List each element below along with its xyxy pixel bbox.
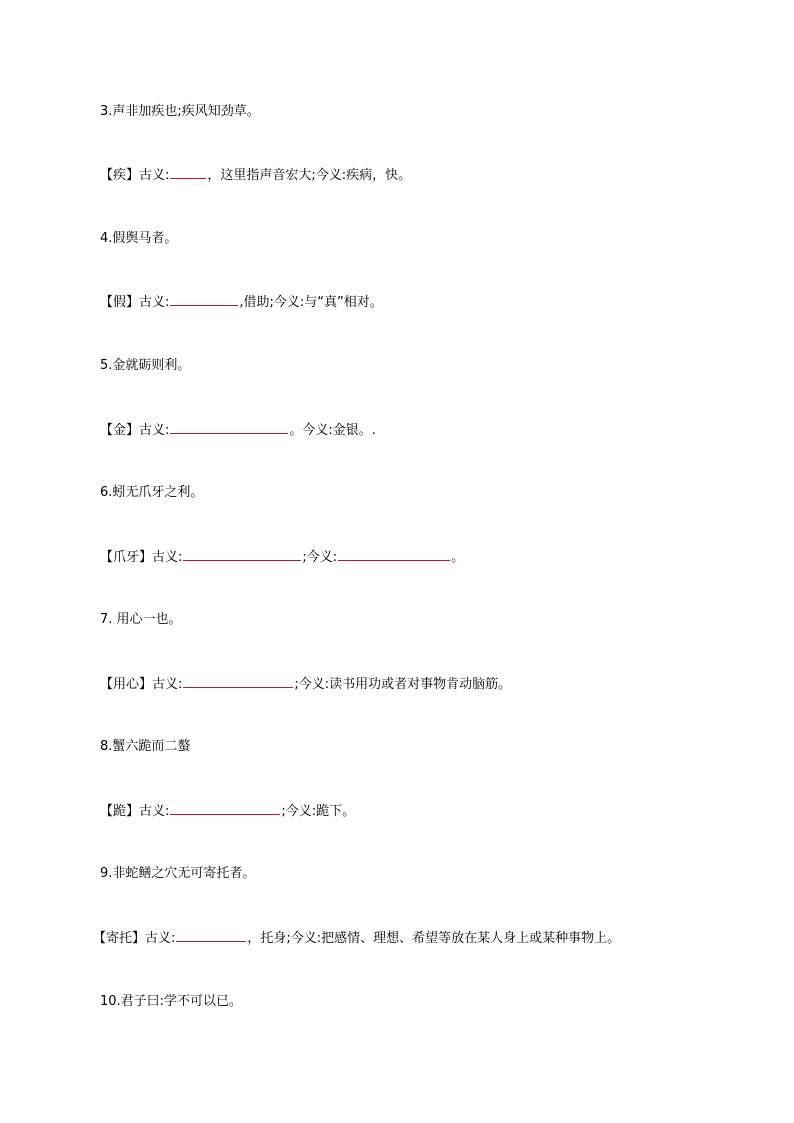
answer-8: 【跪】古义: ;今义:跪下。 (100, 804, 356, 819)
answer-3: 【疾】古义: ，这里指声音宏大;今义:疾病，快。 (100, 168, 412, 183)
question-5: 5.金就砺则利。 (100, 358, 191, 373)
answer-7: 【用心】古义: ;今义:读书用功或者对事物肯动脑筋。 (100, 677, 512, 692)
answer-blank[interactable] (183, 548, 301, 561)
question-6: 6.蚓无爪牙之利。 (100, 485, 204, 500)
answer-blank[interactable] (338, 548, 450, 561)
question-4: 4.假舆马者。 (100, 231, 178, 246)
answer-blank[interactable] (183, 675, 293, 688)
answer-blank[interactable] (170, 802, 280, 815)
question-8: 8.蟹六跪而二螯 (100, 739, 191, 754)
answer-blank[interactable] (170, 166, 206, 179)
answer-blank[interactable] (170, 421, 288, 434)
question-7: 7. 用心一也。 (100, 612, 182, 627)
answer-blank[interactable] (170, 293, 238, 306)
answer-6: 【爪牙】古义: ;今义: 。 (100, 550, 465, 565)
question-9: 9.非蛇鳝之穴无可寄托者。 (100, 866, 256, 881)
question-3: 3.声非加疾也;疾风知劲草。 (100, 104, 260, 119)
answer-5: 【金】古义: 。今义:金银。. (100, 423, 376, 438)
answer-4: 【假】古义: ,借助;今义:与“真”相对。 (100, 295, 383, 310)
question-10: 10.君子曰:学不可以已。 (100, 994, 243, 1009)
answer-9: 【寄托】古义: ，托身;今义:把感情、理想、希望等放在某人身上或某种事物上。 (93, 931, 621, 946)
answer-blank[interactable] (176, 929, 246, 942)
